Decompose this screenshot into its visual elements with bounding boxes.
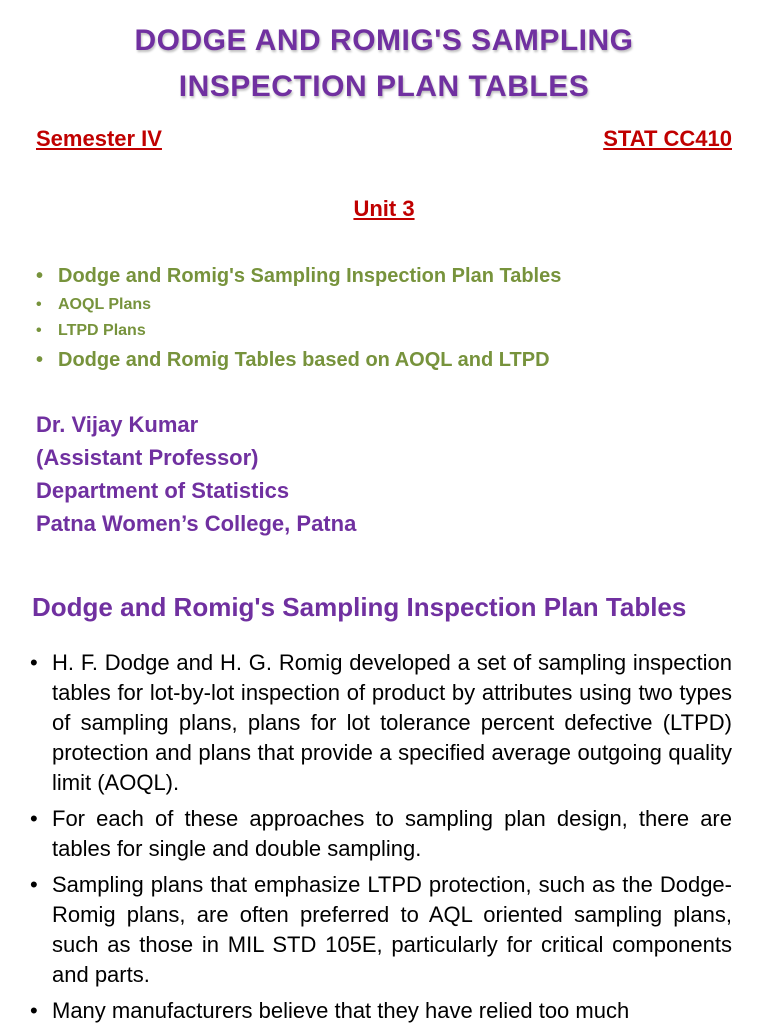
title-line-2: INSPECTION PLAN TABLES (178, 70, 590, 103)
author-department: Department of Statistics (36, 478, 290, 503)
bullet-point: • For each of these approaches to sampling plan design, there are tables for single and double sampling. (30, 804, 732, 864)
slide-heading: Dodge and Romig's Sampling Inspection Plan Tables (32, 592, 687, 622)
unit-label: Unit 3 (353, 196, 415, 221)
title-line-1: DODGE AND ROMIG'S SAMPLING (134, 24, 634, 57)
topic-item: • AOQL Plans (36, 292, 561, 318)
topic-item: • LTPD Plans (36, 318, 561, 344)
bullet-point: • Many manufacturers believe that they have relied too much (30, 996, 732, 1026)
topic-item: • Dodge and Romig Tables based on AOQL and LTPD (36, 344, 561, 376)
author-name: Dr. Vijay Kumar (36, 412, 199, 437)
topic-item: • Dodge and Romig's Sampling Inspection Plan Tables (36, 260, 561, 292)
bullet-point: • H. F. Dodge and H. G. Romig developed a set of sampling inspection tables for lot-by-lot inspection of product by attributes using two types of sampling plans, plans for lot tolerance percent defective (LTPD) protection and plans that provide a specified average outgoing quality limit (AOQL). (30, 648, 732, 798)
author-college: Patna Women’s College, Patna (36, 511, 357, 536)
bullet-point: • Sampling plans that emphasize LTPD protection, such as the Dodge-Romig plans, are often preferred to AQL oriented sampling plans, such as those in MIL STD 105E, particularly for critical components and parts. (30, 870, 732, 990)
topics-list (36, 260, 561, 376)
content-slide (0, 570, 768, 1024)
author-designation: (Assistant Professor) (36, 445, 259, 470)
semester-label: Semester IV (36, 126, 162, 151)
slide-title (0, 18, 768, 110)
author-block (36, 408, 356, 540)
bullet-list (30, 648, 732, 1032)
course-code: STAT CC410 (603, 126, 732, 151)
